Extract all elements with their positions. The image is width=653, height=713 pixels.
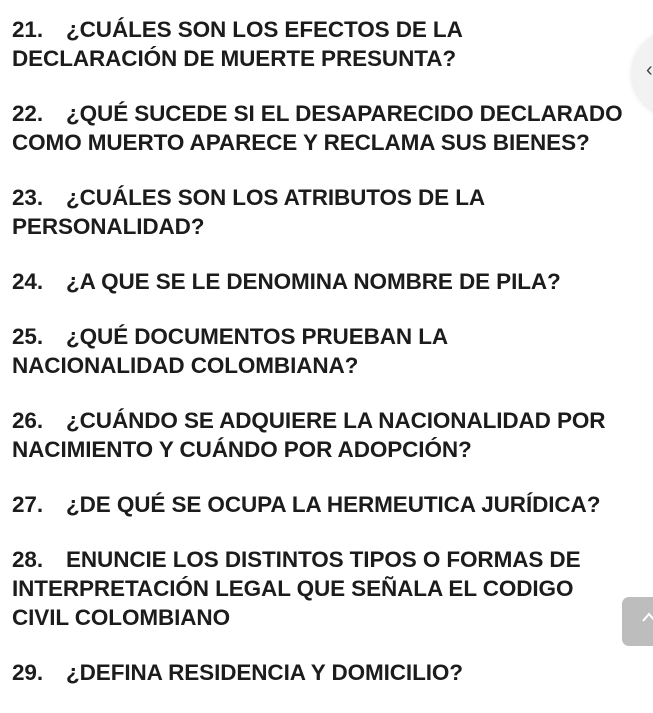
question-item xyxy=(12,658,642,687)
question-text: ¿DEFINA RESIDENCIA Y DOMICILIO? xyxy=(66,660,463,685)
question-text: ¿QUÉ DOCUMENTOS PRUEBAN LA NACIONALIDAD COLOMBIANA? xyxy=(12,324,448,378)
question-item xyxy=(12,99,642,157)
question-number: 21. xyxy=(12,17,43,42)
question-text: ¿QUÉ SUCEDE SI EL DESAPARECIDO DECLARADO COMO MUERTO APARECE Y RECLAMA SUS BIENES? xyxy=(12,101,623,155)
question-text: ¿CUÁLES SON LOS EFECTOS DE LA DECLARACIÓN DE MUERTE PRESUNTA? xyxy=(12,17,463,71)
question-number: 25. xyxy=(12,324,43,349)
question-number: 27. xyxy=(12,492,43,517)
question-item xyxy=(12,183,642,241)
chevron-up-icon xyxy=(640,609,653,627)
question-number: 23. xyxy=(12,185,43,210)
question-item xyxy=(12,490,642,519)
question-item xyxy=(12,406,642,464)
question-text: ¿A QUE SE LE DENOMINA NOMBRE DE PILA? xyxy=(66,269,561,294)
question-text: ENUNCIE LOS DISTINTOS TIPOS O FORMAS DE INTERPRETACIÓN LEGAL QUE SEÑALA EL CODIGO CIVIL COLOMBIANO xyxy=(12,547,581,630)
question-text: ¿CUÁNDO SE ADQUIERE LA NACIONALIDAD POR NACIMIENTO Y CUÁNDO POR ADOPCIÓN? xyxy=(12,408,606,462)
question-item xyxy=(12,267,642,296)
question-number: 29. xyxy=(12,660,43,685)
scroll-to-top-button[interactable] xyxy=(622,597,653,646)
question-number: 26. xyxy=(12,408,43,433)
question-item xyxy=(12,545,642,632)
question-item xyxy=(12,322,642,380)
question-number: 24. xyxy=(12,269,43,294)
question-number: 22. xyxy=(12,101,43,126)
question-text: ¿DE QUÉ SE OCUPA LA HERMEUTICA JURÍDICA? xyxy=(66,492,601,517)
question-text: ¿CUÁLES SON LOS ATRIBUTOS DE LA PERSONALIDAD? xyxy=(12,185,485,239)
chevron-left-icon: ‹ xyxy=(646,59,653,81)
question-item xyxy=(12,15,642,73)
question-list xyxy=(12,15,642,713)
question-number: 28. xyxy=(12,547,43,572)
